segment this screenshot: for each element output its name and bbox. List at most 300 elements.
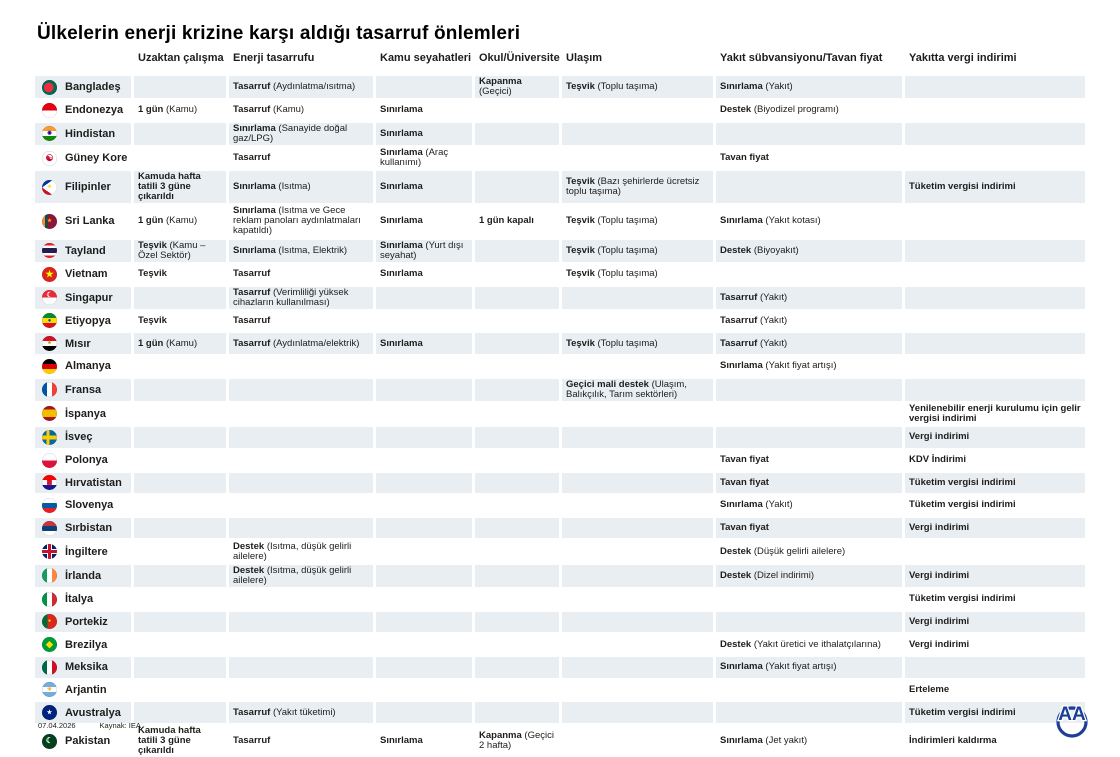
country-cell [35, 473, 131, 494]
cell-kamu-seyahatleri [376, 541, 472, 563]
flag-icon [42, 544, 57, 559]
flag-icon: ★ [42, 214, 57, 229]
cell-kamu-seyahatleri [376, 264, 472, 285]
cell-ulasim [562, 657, 713, 678]
flag-icon: ● [42, 614, 57, 629]
cell-kamu-seyahatleri [376, 657, 472, 678]
cell-okul-universite [475, 356, 559, 377]
measure-keyword: Teşvik [138, 268, 167, 280]
measure-keyword: Tasarruf [233, 337, 271, 349]
measure-keyword: Vergi indirimi [909, 569, 970, 581]
cell-enerji-tasarrufu [229, 495, 373, 516]
cell-okul-universite [475, 205, 559, 237]
cell-vergi-indirimi [905, 333, 1085, 354]
table-row [35, 589, 1085, 610]
country-name: Brezilya [65, 638, 108, 651]
country-name: Mısır [65, 337, 91, 350]
measure-keyword: Sınırlama [720, 735, 763, 747]
cell-okul-universite [475, 147, 559, 169]
flag-icon: ☀ [42, 682, 57, 697]
measure-detail: (Kamu) [272, 104, 305, 116]
country-cell [35, 702, 131, 723]
cell-yakit-subvansiyonu [716, 634, 902, 655]
measure-keyword: Tüketim vergisi indirimi [909, 476, 1016, 488]
cell-yakit-subvansiyonu [716, 589, 902, 610]
cell-kamu-seyahatleri [376, 311, 472, 332]
country-cell [35, 589, 131, 610]
cell-uzaktan-calisma [134, 356, 226, 377]
measure-keyword: Teşvik [138, 239, 167, 251]
page-title: Ülkelerin enerji krizine karşı aldığı tasarruf önlemleri [37, 22, 521, 44]
cell-ulasim [562, 147, 713, 169]
measure-keyword: Destek [720, 569, 752, 581]
country-name: İngiltere [65, 545, 108, 558]
table-row [35, 612, 1085, 633]
measure-keyword: Kamuda hafta tatili 3 güne çıkarıldı [138, 171, 201, 203]
cell-enerji-tasarrufu [229, 147, 373, 169]
measure-detail: (Toplu taşıma) [597, 244, 658, 256]
cell-yakit-subvansiyonu [716, 657, 902, 678]
measure-detail: (Geçici 2 hafta) [479, 730, 554, 752]
cell-enerji-tasarrufu [229, 100, 373, 121]
cell-uzaktan-calisma [134, 240, 226, 262]
country-cell [35, 100, 131, 121]
cell-uzaktan-calisma [134, 311, 226, 332]
cell-vergi-indirimi [905, 287, 1085, 309]
table-row [35, 518, 1085, 539]
measure-detail: (Yakıt fiyat artışı) [765, 360, 837, 372]
cell-ulasim [562, 287, 713, 309]
country-cell [35, 311, 131, 332]
footer-date: 07.04.2026 [38, 721, 76, 730]
measure-keyword: Tasarruf [233, 104, 271, 116]
flag-icon: ● [42, 313, 57, 328]
measure-detail: (Yakıt fiyat artışı) [765, 661, 837, 673]
cell-enerji-tasarrufu [229, 725, 373, 757]
table-row [35, 473, 1085, 494]
country-name: Avustralya [65, 706, 121, 719]
flag-icon: ◉ [42, 126, 57, 141]
flag-icon [42, 430, 57, 445]
cell-okul-universite [475, 657, 559, 678]
cell-ulasim [562, 240, 713, 262]
measure-keyword: Geçici mali destek [566, 378, 649, 390]
cell-yakit-subvansiyonu [716, 240, 902, 262]
cell-yakit-subvansiyonu [716, 403, 902, 425]
country-cell [35, 205, 131, 237]
cell-enerji-tasarrufu [229, 123, 373, 145]
cell-ulasim [562, 495, 713, 516]
measure-keyword: Yenilenebilir enerji kurulumu için gelir vergisi indirimi [909, 402, 1081, 424]
country-name: Hırvatistan [65, 476, 122, 489]
country-name: Slovenya [65, 499, 114, 512]
measure-keyword: Tasarruf [233, 152, 271, 164]
measure-keyword: Kapanma [479, 76, 522, 87]
measure-detail: (Isıtma) [278, 181, 311, 193]
cell-enerji-tasarrufu [229, 589, 373, 610]
cell-okul-universite [475, 725, 559, 757]
table-row [35, 76, 1085, 98]
cell-uzaktan-calisma [134, 379, 226, 401]
measure-detail: (Kamu) [165, 104, 198, 116]
measure-keyword: Sınırlama [720, 360, 763, 372]
table-row [35, 541, 1085, 563]
cell-kamu-seyahatleri [376, 171, 472, 203]
cell-enerji-tasarrufu [229, 76, 373, 98]
cell-yakit-subvansiyonu [716, 427, 902, 448]
cell-vergi-indirimi [905, 264, 1085, 285]
country-name: Filipinler [65, 181, 111, 194]
measure-detail: (Araç kullanımı) [380, 147, 449, 169]
cell-okul-universite [475, 379, 559, 401]
measure-keyword: Tüketim vergisi indirimi [909, 593, 1016, 605]
measure-detail: (Toplu taşıma) [597, 268, 658, 280]
measure-keyword: 1 gün kapalı [479, 215, 534, 227]
flag-icon [42, 592, 57, 607]
measure-keyword: Tavan fiyat [720, 454, 769, 466]
table-row [35, 311, 1085, 332]
cell-yakit-subvansiyonu [716, 333, 902, 354]
measure-detail: (Biyodizel programı) [753, 104, 839, 116]
flag-icon: ★ [42, 336, 57, 351]
country-name: Polonya [65, 454, 108, 467]
cell-kamu-seyahatleri [376, 680, 472, 701]
cell-ulasim [562, 427, 713, 448]
cell-enerji-tasarrufu [229, 612, 373, 633]
measure-keyword: Sınırlama [720, 499, 763, 511]
cell-okul-universite [475, 333, 559, 354]
cell-yakit-subvansiyonu [716, 311, 902, 332]
table-row [35, 680, 1085, 701]
cell-vergi-indirimi [905, 473, 1085, 494]
measure-detail: (Verimliliği yüksek cihazların kullanılması) [233, 286, 349, 308]
table-row [35, 147, 1085, 169]
cell-ulasim [562, 356, 713, 377]
country-cell [35, 147, 131, 169]
cell-vergi-indirimi [905, 356, 1085, 377]
cell-kamu-seyahatleri [376, 427, 472, 448]
country-cell [35, 565, 131, 587]
cell-yakit-subvansiyonu [716, 450, 902, 471]
flag-icon [42, 498, 57, 513]
measure-keyword: Sınırlama [233, 244, 276, 256]
cell-enerji-tasarrufu [229, 450, 373, 471]
measure-detail: (Yakıt) [759, 337, 788, 349]
measure-keyword: Erteleme [909, 683, 950, 695]
cell-okul-universite [475, 518, 559, 539]
column-header-enerji-tasarrufu: Enerji tasarrufu [233, 52, 315, 64]
column-header-okul-universite: Okul/Üniversite [479, 52, 560, 64]
measure-detail: (Biyoyakıt) [753, 244, 799, 256]
country-name: Fransa [65, 383, 102, 396]
flag-icon: ☯ [42, 151, 57, 166]
cell-ulasim [562, 171, 713, 203]
cell-enerji-tasarrufu [229, 205, 373, 237]
cell-yakit-subvansiyonu [716, 612, 902, 633]
measure-detail: (Toplu taşıma) [597, 81, 658, 92]
cell-yakit-subvansiyonu [716, 680, 902, 701]
cell-okul-universite [475, 427, 559, 448]
measures-table [35, 76, 1085, 757]
cell-okul-universite [475, 403, 559, 425]
cell-uzaktan-calisma [134, 403, 226, 425]
flag-icon: ☾ [42, 734, 57, 749]
cell-okul-universite [475, 171, 559, 203]
measure-keyword: Sınırlama [380, 215, 423, 227]
aa-logo [1050, 696, 1094, 742]
measure-keyword: Tavan fiyat [720, 476, 769, 488]
measure-keyword: Destek [720, 244, 752, 256]
cell-okul-universite [475, 311, 559, 332]
measure-keyword: Sınırlama [720, 81, 763, 92]
measure-keyword: 1 gün [138, 104, 164, 116]
measure-keyword: Sınırlama [380, 147, 423, 159]
country-name: Endonezya [65, 104, 124, 117]
cell-uzaktan-calisma [134, 680, 226, 701]
cell-vergi-indirimi [905, 634, 1085, 655]
cell-enerji-tasarrufu [229, 311, 373, 332]
flag-icon [42, 103, 57, 118]
cell-enerji-tasarrufu [229, 427, 373, 448]
measure-keyword: Sınırlama [233, 122, 276, 134]
country-name: Tayland [65, 244, 106, 257]
cell-okul-universite [475, 495, 559, 516]
cell-kamu-seyahatleri [376, 403, 472, 425]
measure-keyword: Teşvik [566, 81, 595, 92]
flag-icon: ★ [42, 267, 57, 282]
cell-okul-universite [475, 473, 559, 494]
cell-vergi-indirimi [905, 403, 1085, 425]
country-cell [35, 379, 131, 401]
cell-enerji-tasarrufu [229, 473, 373, 494]
cell-uzaktan-calisma [134, 565, 226, 587]
measure-detail: (Yakıt) [765, 81, 793, 92]
flag-icon [42, 453, 57, 468]
cell-kamu-seyahatleri [376, 450, 472, 471]
cell-uzaktan-calisma [134, 123, 226, 145]
cell-okul-universite [475, 702, 559, 723]
country-name: İsveç [65, 431, 93, 444]
cell-vergi-indirimi [905, 240, 1085, 262]
measure-keyword: 1 gün [138, 337, 164, 349]
cell-yakit-subvansiyonu [716, 495, 902, 516]
measure-keyword: Tasarruf [233, 314, 271, 326]
cell-uzaktan-calisma [134, 76, 226, 98]
table-row [35, 205, 1085, 237]
measure-detail: (Isıtma, düşük gelirli ailelere) [233, 564, 352, 586]
column-header-vergi-indirimi: Yakıtta vergi indirimi [909, 52, 1017, 64]
cell-vergi-indirimi [905, 171, 1085, 203]
cell-ulasim [562, 725, 713, 757]
cell-uzaktan-calisma [134, 100, 226, 121]
cell-vergi-indirimi [905, 450, 1085, 471]
measure-detail: (Aydınlatma/ısıtma) [272, 81, 356, 92]
country-cell [35, 612, 131, 633]
cell-vergi-indirimi [905, 518, 1085, 539]
cell-ulasim [562, 565, 713, 587]
country-cell [35, 518, 131, 539]
flag-icon [42, 382, 57, 397]
cell-vergi-indirimi [905, 311, 1085, 332]
table-row [35, 100, 1085, 121]
cell-kamu-seyahatleri [376, 147, 472, 169]
column-header-uzaktan-calisma: Uzaktan çalışma [138, 52, 224, 64]
cell-ulasim [562, 76, 713, 98]
measure-detail: (Kamu) [165, 337, 198, 349]
measure-detail: (Isıtma ve Gece reklam panoları aydınlatmaları kapatıldı) [233, 205, 361, 237]
country-name: Pakistan [65, 735, 111, 748]
measure-keyword: Teşvik [566, 268, 595, 280]
cell-ulasim [562, 473, 713, 494]
cell-uzaktan-calisma [134, 589, 226, 610]
cell-kamu-seyahatleri [376, 589, 472, 610]
cell-vergi-indirimi [905, 427, 1085, 448]
country-name: İrlanda [65, 569, 102, 582]
measure-keyword: Tasarruf [720, 291, 758, 303]
country-cell [35, 123, 131, 145]
cell-enerji-tasarrufu [229, 171, 373, 203]
cell-okul-universite [475, 264, 559, 285]
svg-text:AA: AA [1058, 704, 1086, 725]
measure-keyword: Tüketim vergisi indirimi [909, 499, 1016, 511]
table-row [35, 702, 1085, 723]
measure-keyword: Teşvik [138, 314, 167, 326]
cell-enerji-tasarrufu [229, 264, 373, 285]
country-name: Sırbistan [65, 522, 113, 535]
cell-yakit-subvansiyonu [716, 205, 902, 237]
measure-keyword: Sınırlama [233, 205, 276, 217]
cell-uzaktan-calisma [134, 264, 226, 285]
cell-vergi-indirimi [905, 123, 1085, 145]
cell-vergi-indirimi [905, 657, 1085, 678]
cell-kamu-seyahatleri [376, 634, 472, 655]
measure-detail: (Kamu) [165, 215, 198, 227]
cell-yakit-subvansiyonu [716, 171, 902, 203]
cell-uzaktan-calisma [134, 287, 226, 309]
measure-keyword: Destek [720, 545, 752, 557]
cell-kamu-seyahatleri [376, 100, 472, 121]
country-name: Etiyopya [65, 314, 111, 327]
cell-kamu-seyahatleri [376, 333, 472, 354]
measure-keyword: Sınırlama [233, 181, 276, 193]
measure-keyword: Tasarruf [233, 706, 271, 718]
cell-yakit-subvansiyonu [716, 147, 902, 169]
measure-detail: (Yakıt kotası) [765, 215, 821, 227]
measure-detail: (Yurt dışı seyahat) [380, 239, 464, 261]
measure-keyword: Sınırlama [380, 268, 423, 280]
measure-keyword: Teşvik [566, 176, 595, 188]
cell-okul-universite [475, 240, 559, 262]
measure-keyword: Sınırlama [380, 104, 423, 116]
cell-okul-universite [475, 589, 559, 610]
cell-okul-universite [475, 680, 559, 701]
cell-ulasim [562, 450, 713, 471]
cell-enerji-tasarrufu [229, 379, 373, 401]
country-name: İtalya [65, 593, 94, 606]
cell-vergi-indirimi [905, 379, 1085, 401]
measure-detail: (Yakıt) [759, 314, 788, 326]
table-row [35, 725, 1085, 757]
measure-keyword: Kamuda hafta tatili 3 güne çıkarıldı [138, 725, 201, 757]
cell-ulasim [562, 702, 713, 723]
cell-ulasim [562, 123, 713, 145]
cell-kamu-seyahatleri [376, 123, 472, 145]
flag-icon: ★ [42, 705, 57, 720]
cell-uzaktan-calisma [134, 171, 226, 203]
table-row [35, 123, 1085, 145]
cell-vergi-indirimi [905, 589, 1085, 610]
footer-source: Kaynak: IEA [99, 721, 141, 730]
column-header-row [35, 52, 1085, 64]
cell-vergi-indirimi [905, 541, 1085, 563]
cell-ulasim [562, 333, 713, 354]
cell-ulasim [562, 518, 713, 539]
cell-uzaktan-calisma [134, 612, 226, 633]
table-row [35, 171, 1085, 203]
cell-kamu-seyahatleri [376, 240, 472, 262]
country-cell [35, 264, 131, 285]
measure-keyword: Tasarruf [233, 268, 271, 280]
country-name: Bangladeş [65, 81, 121, 93]
cell-kamu-seyahatleri [376, 612, 472, 633]
cell-yakit-subvansiyonu [716, 264, 902, 285]
cell-ulasim [562, 589, 713, 610]
measure-keyword: Vergi indirimi [909, 615, 970, 627]
measure-keyword: 1 gün [138, 215, 164, 227]
cell-kamu-seyahatleri [376, 473, 472, 494]
measure-detail: (Aydınlatma/elektrik) [272, 337, 360, 349]
cell-vergi-indirimi [905, 205, 1085, 237]
table-row [35, 379, 1085, 401]
cell-vergi-indirimi [905, 612, 1085, 633]
table-row [35, 657, 1085, 678]
country-cell [35, 450, 131, 471]
cell-okul-universite [475, 565, 559, 587]
country-cell [35, 287, 131, 309]
cell-vergi-indirimi [905, 100, 1085, 121]
cell-ulasim [562, 311, 713, 332]
cell-okul-universite [475, 76, 559, 98]
cell-ulasim [562, 100, 713, 121]
measure-keyword: Tasarruf [720, 314, 758, 326]
cell-ulasim [562, 680, 713, 701]
flag-icon: ☾ [42, 290, 57, 305]
measure-keyword: Sınırlama [380, 735, 423, 747]
cell-ulasim [562, 205, 713, 237]
country-cell [35, 240, 131, 262]
measure-keyword: Destek [233, 540, 265, 552]
cell-vergi-indirimi [905, 565, 1085, 587]
measure-keyword: İndirimleri kaldırma [909, 735, 997, 747]
cell-enerji-tasarrufu [229, 518, 373, 539]
cell-uzaktan-calisma [134, 702, 226, 723]
country-name: Singapur [65, 291, 113, 304]
country-cell [35, 657, 131, 678]
cell-ulasim [562, 264, 713, 285]
country-name: İspanya [65, 407, 106, 420]
flag-icon: ☀ [42, 180, 57, 195]
measure-detail: (Ulaşım, Balıkçılık, Tarım sektörleri) [566, 378, 687, 400]
cell-enerji-tasarrufu [229, 287, 373, 309]
cell-yakit-subvansiyonu [716, 702, 902, 723]
measure-detail: (Yakıt) [759, 291, 788, 303]
country-cell [35, 541, 131, 563]
country-name: Arjantin [65, 683, 107, 696]
cell-uzaktan-calisma [134, 634, 226, 655]
cell-okul-universite [475, 634, 559, 655]
cell-enerji-tasarrufu [229, 403, 373, 425]
cell-kamu-seyahatleri [376, 76, 472, 98]
